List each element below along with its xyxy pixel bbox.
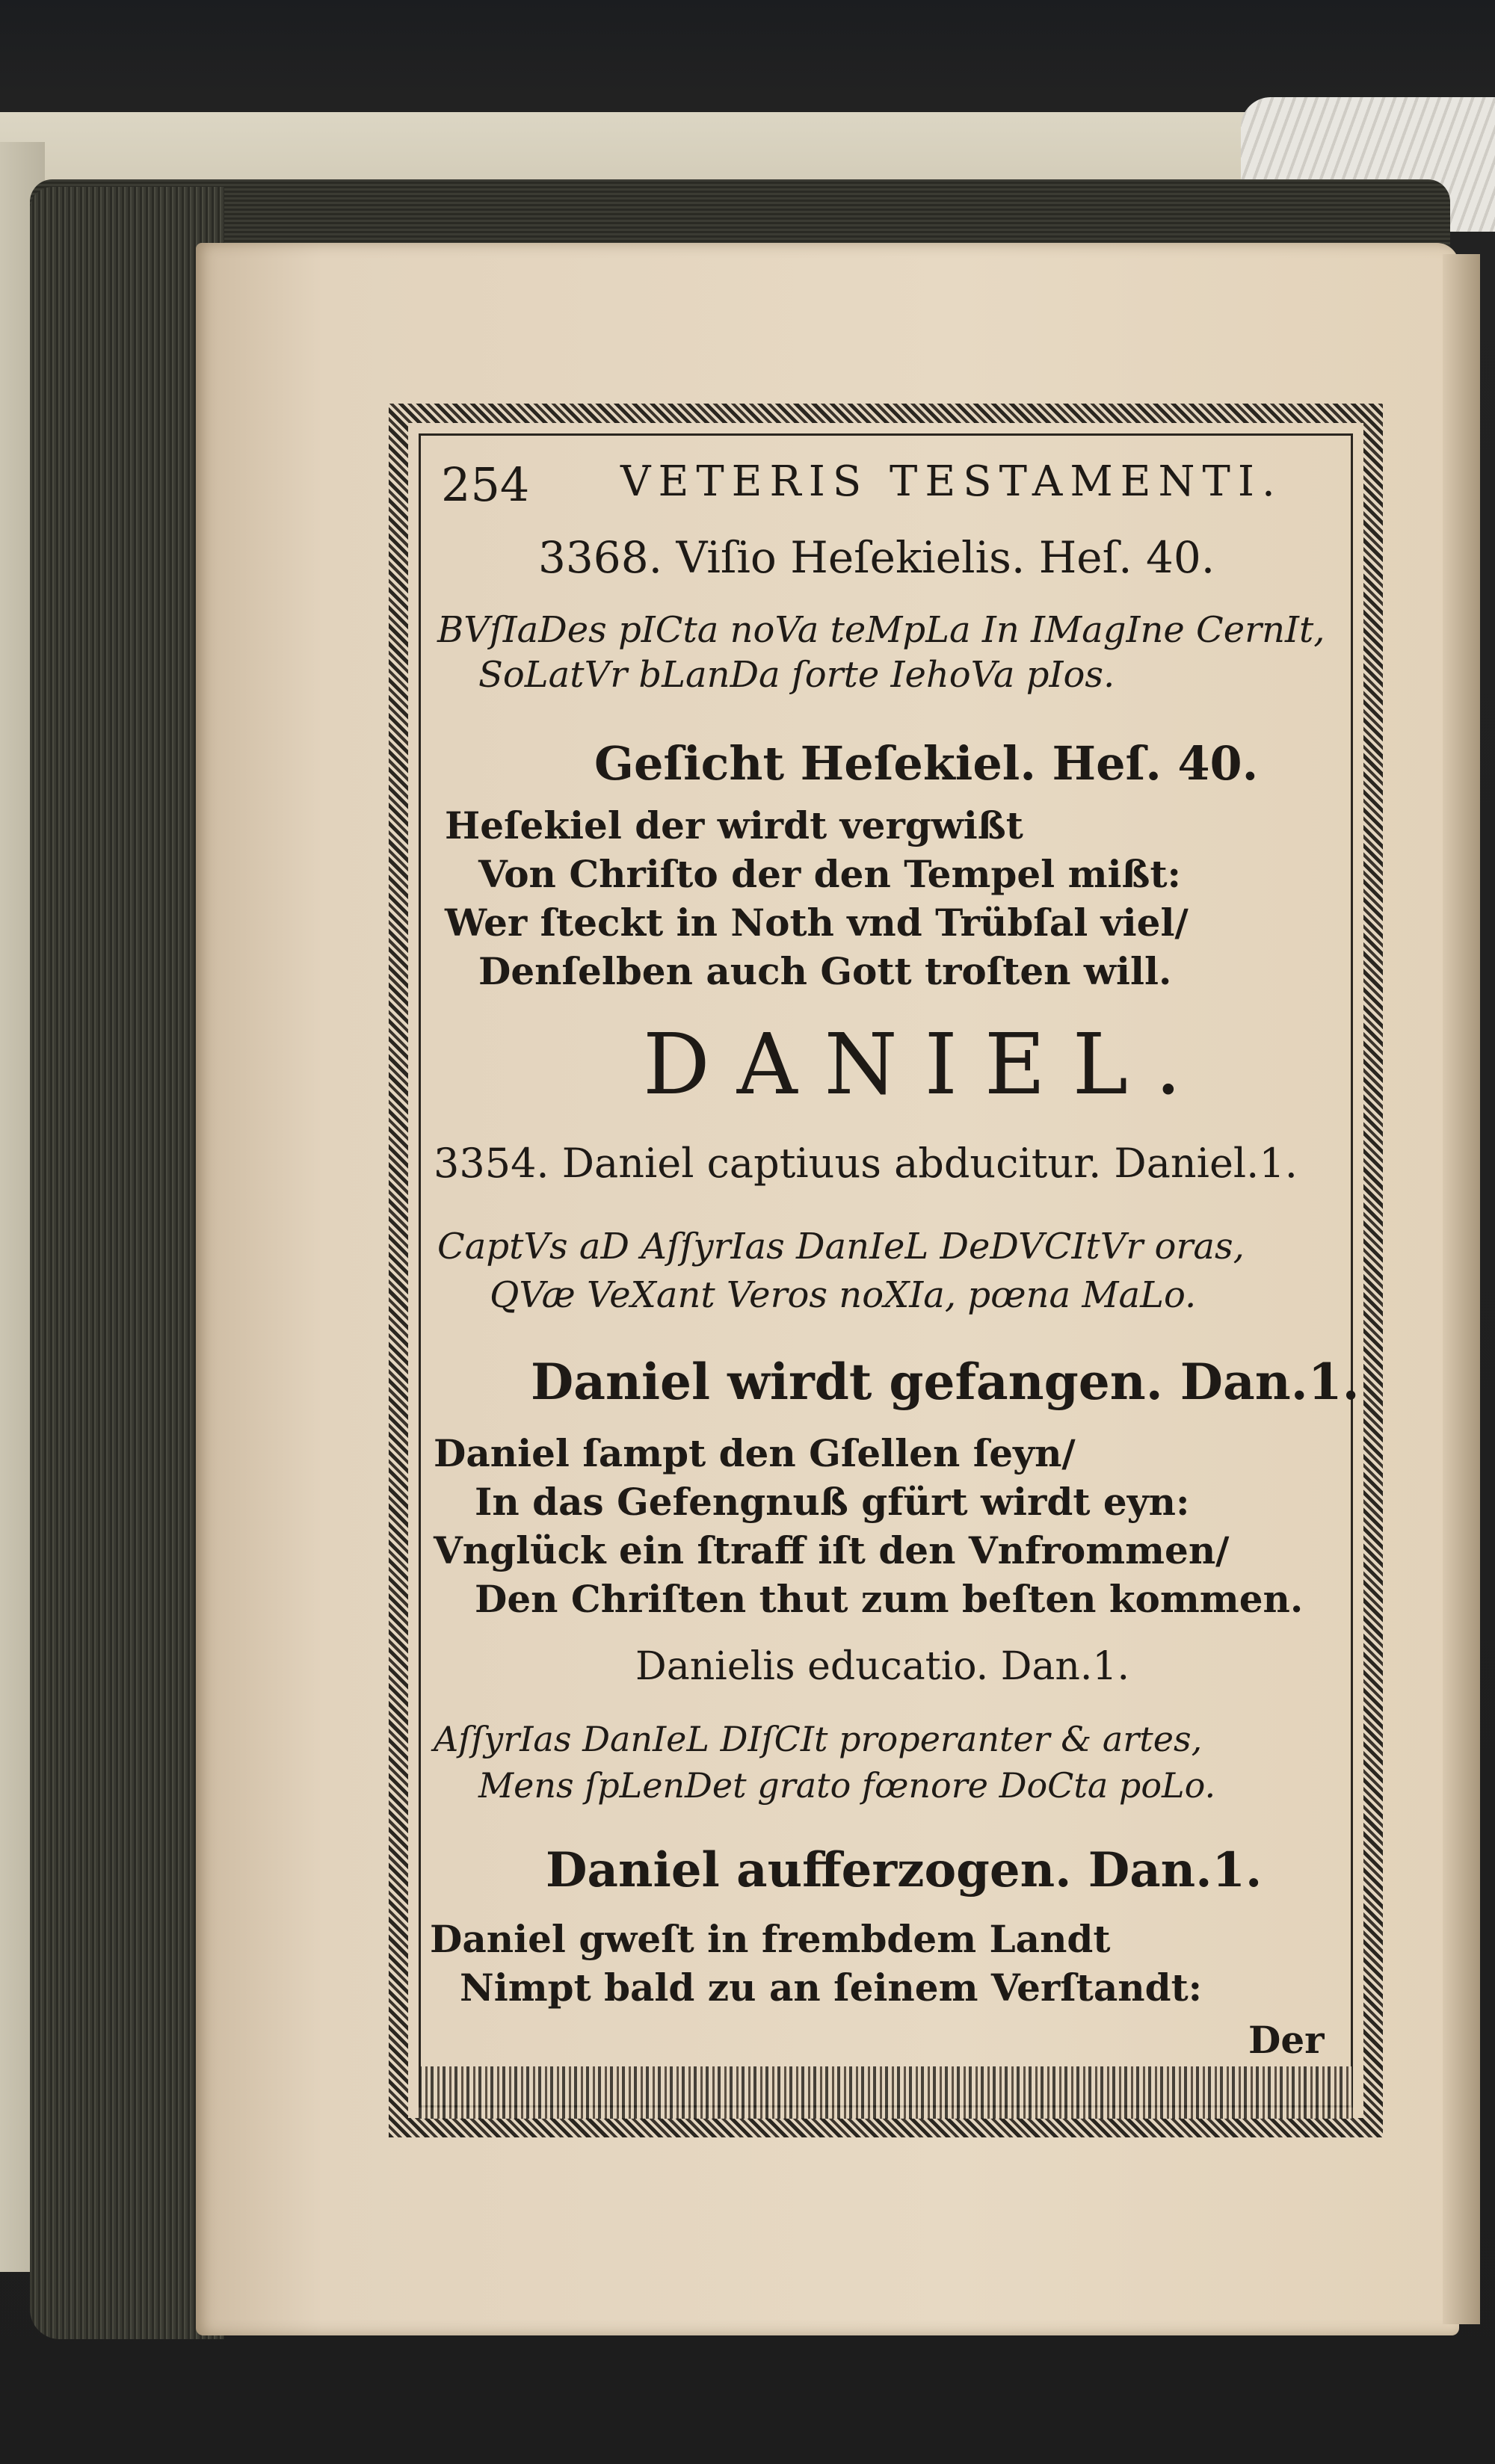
running-title: VETERIS TESTAMENTI. [620,457,1283,506]
ornamental-footer-band [419,2066,1353,2119]
german-heading: Geſicht Heſekiel. Heſ. 40. [594,736,1259,791]
latin-verse-line: AſſyrIas DanIeL DIſCIt properanter & artes, [434,1719,1203,1759]
german-verse-line: Denſelben auch Gott troſten will. [478,949,1172,993]
latin-verse-line: SoLatVr bLanDa ſorte IehoVa pIos. [478,654,1115,696]
german-heading: Daniel aufferzogen. Dan.1. [546,1842,1263,1898]
page-stack-left [30,187,224,2339]
page-number: 254 [441,457,530,512]
latin-verse-line: Mens ſpLenDet grato fœnore DoCta poLo. [478,1765,1216,1806]
german-heading: Daniel wirdt gefangen. Dan.1. [531,1353,1360,1411]
german-verse-line: In das Gefengnuß gfürt wirdt eyn: [475,1480,1190,1524]
entry-heading: Danielis educatio. Dan.1. [635,1644,1130,1689]
entry-heading: 3354. Daniel captiuus abducitur. Daniel.1. [434,1140,1298,1187]
latin-verse-line: QVæ VeXant Veros noXIa, pœna MaLo. [490,1274,1197,1316]
german-verse-line: Daniel gweſt in frembdem Landt [430,1917,1111,1961]
german-verse-line: Von Chriſto der den Tempel mißt: [478,852,1182,896]
german-verse-line: Heſekiel der wirdt vergwißt [445,803,1023,847]
entry-heading: 3368. Viſio Heſekielis. Heſ. 40. [538,532,1215,583]
latin-verse-line: BVſIaDes pICta noVa teMpLa In IMagIne CernIt, [437,609,1325,651]
page-stack-top [30,179,1450,247]
german-verse-line: Wer ſteckt in Noth vnd Trübſal viel/ [445,901,1189,945]
german-verse-line: Daniel ſampt den Gſellen ſeyn/ [434,1431,1076,1475]
book-title: DANIEL. [643,1016,1209,1114]
german-verse-line: Den Chriſten thut zum beſten kommen. [475,1577,1304,1621]
page-right-edge [1443,254,1480,2324]
catchword: Der [1248,2018,1325,2062]
german-verse-line: Nimpt bald zu an ſeinem Verſtandt: [460,1966,1203,2010]
german-verse-line: Vnglück ein ſtraff iſt den Vnfrommen/ [434,1528,1230,1572]
latin-verse-line: CaptVs aD AſſyrIas DanIeL DeDVCItVr oras, [437,1226,1245,1267]
